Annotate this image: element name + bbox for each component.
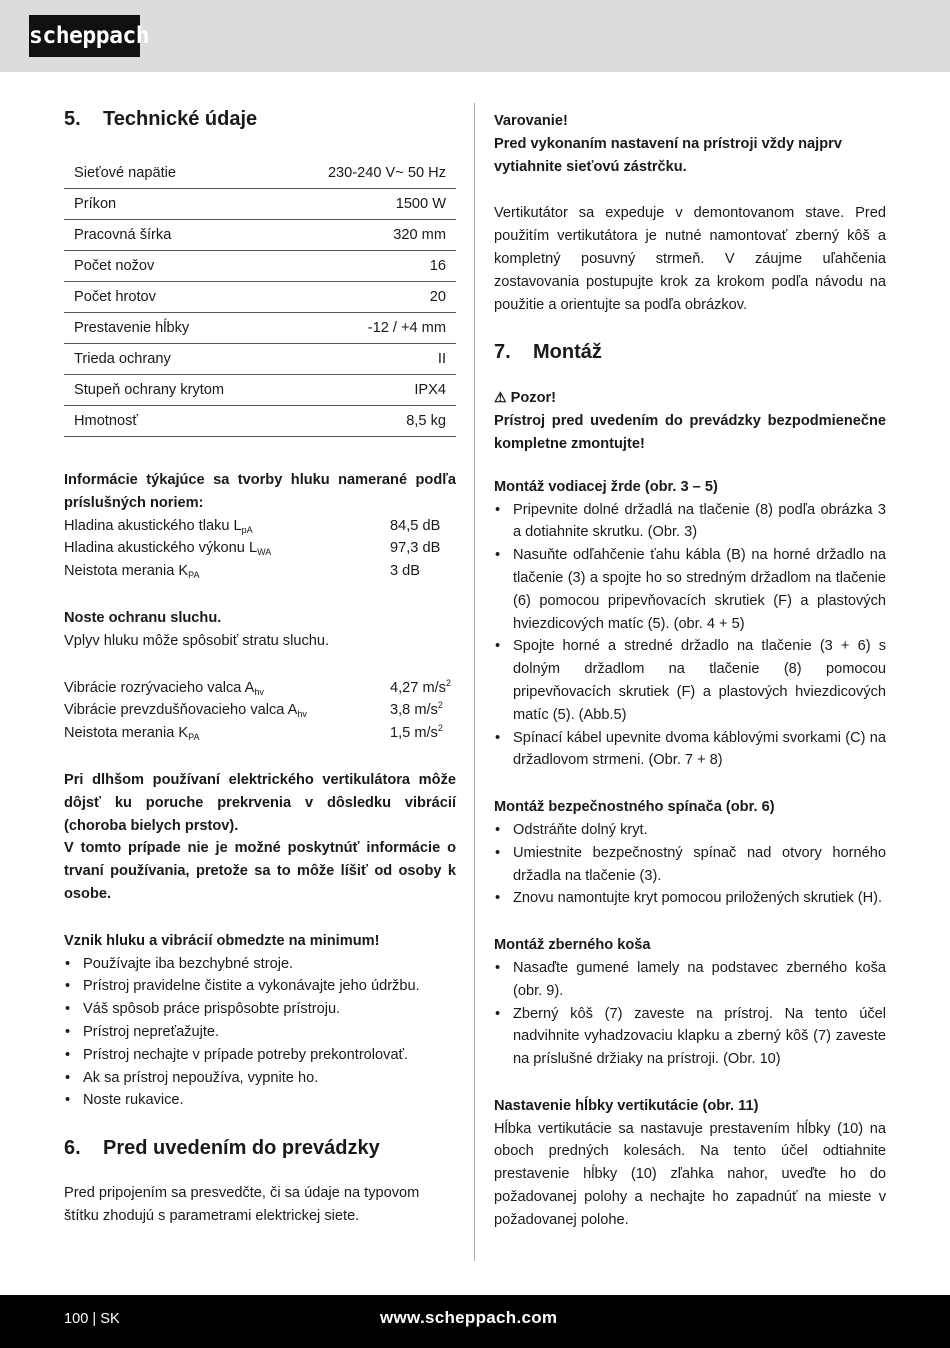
list-item: • Spínací kábel upevnite dvoma káblovými svorkami (C) na držadlovom strmeni. (Obr. 7 + 8) (494, 727, 886, 773)
vibration-value (390, 722, 456, 745)
label-text: Neistota merania K (64, 725, 189, 742)
spec-label: Počet hrotov (64, 282, 280, 313)
basket-title: Montáž zberného koša (494, 937, 651, 954)
spec-row (64, 282, 456, 313)
label-subscript: pA (241, 524, 253, 535)
vibration-label (64, 699, 307, 722)
caution-line (494, 386, 886, 410)
list-item: • Používajte iba bezchybné stroje. (64, 953, 456, 976)
noise-row (64, 560, 456, 583)
section-title: Montáž (533, 341, 602, 364)
list-item: • Pripevnite dolné držadlá na tlačenie (8) podľa obrázka 3 a dotiahnite skrutku. (Obr. 3) (494, 499, 886, 545)
caution-title: Pozor! (510, 390, 557, 407)
value-text: 1,5 m/s (390, 725, 438, 742)
spec-label: Príkon (64, 189, 280, 220)
label-text: Vibrácie prevzdušňovacieho valca A (64, 702, 298, 719)
spec-table (64, 158, 456, 437)
spec-value: 8,5 kg (280, 406, 456, 437)
footer-bar (0, 1295, 950, 1348)
list-item: • Nasaďte gumené lamely na podstavec zberného koša (obr. 9). (494, 957, 886, 1003)
warning-title: Varovanie! (494, 113, 568, 129)
spec-value: 230-240 V~ 50 Hz (280, 158, 456, 189)
column-divider (474, 103, 475, 1261)
website-link[interactable]: www.scheppach.com (380, 1308, 558, 1327)
spec-value: 16 (280, 251, 456, 282)
section-6-heading (64, 1134, 456, 1162)
spec-row (64, 406, 456, 437)
scheppach-logo: scheppach (29, 15, 140, 57)
right-column (494, 110, 886, 1232)
label-text: Vibrácie rozrývacieho valca A (64, 679, 255, 696)
vibration-value (390, 699, 456, 722)
list-item: • Váš spôsob práce prispôsobte prístroju. (64, 998, 456, 1021)
vibration-warning: Pri dlhšom používaní elektrického vertikulátora môže dôjsť ku poruche prekrvenia v dôsledku vibrácií (choroba bielych prstov). (64, 771, 456, 834)
list-item: • Spojte horné a stredné držadlo na tlačenie (3 + 6) s dolným držadlom na tlačenie (8) pomocou pripevňovacích skrutiek (F) a plastových hviezdicových matíc (5). (Abb.5) (494, 635, 886, 726)
separator: | (92, 1311, 97, 1327)
spec-row (64, 313, 456, 344)
value-text: 3,8 m/s (390, 702, 438, 719)
list-item: • Umiestnite bezpečnostný spínač nad otvory horného držadla na tlačenie (3). (494, 842, 886, 888)
warning-text: Pred vykonaním nastavení na prístroji vždy najprv vytiahnite sieťovú zástrčku. (494, 135, 842, 175)
label-subscript: hv (254, 686, 264, 697)
minimize-title: Vznik hluku a vibrácií obmedzte na minimum! (64, 932, 380, 949)
warning-triangle-icon: ⚠ (494, 389, 507, 406)
section-number: 5. (64, 108, 81, 130)
label-subscript: PA (188, 732, 200, 743)
switch-title: Montáž bezpečnostného spínača (obr. 6) (494, 799, 775, 816)
list-item: • Prístroj pravidelne čistite a vykonávajte jeho údržbu. (64, 975, 456, 998)
minimize-list (64, 953, 456, 1113)
value-text: 97,3 dB (390, 540, 441, 557)
spec-label: Stupeň ochrany krytom (64, 375, 280, 406)
noise-row (64, 515, 456, 538)
hearing-warning: Vplyv hluku môže spôsobiť stratu sluchu. (64, 632, 330, 649)
vibration-label (64, 722, 199, 745)
noise-title: Informácie týkajúce sa tvorby hluku namerané podľa príslušných noriem: (64, 472, 456, 511)
vibration-value (390, 677, 456, 700)
section-7-heading (494, 338, 886, 366)
section-title: Pred uvedením do prevádzky (103, 1137, 380, 1160)
value-superscript: 2 (437, 723, 443, 734)
spec-row (64, 158, 456, 189)
list-item: • Ak sa prístroj nepoužíva, vypnite ho. (64, 1067, 456, 1090)
list-item: • Zberný kôš (7) zaveste na prístroj. Na tento účel nadvihnite vyhadzovaciu klapku a zberný kôš (7) zaveste na príslušné držiaky na prístroji. (Obr. 10) (494, 1003, 886, 1071)
page-num: 100 (64, 1311, 89, 1327)
noise-value (390, 560, 456, 583)
label-subscript: WA (257, 547, 272, 558)
vibration-label (64, 677, 264, 700)
noise-value (390, 537, 456, 560)
label-text: Hladina akustického výkonu L (64, 540, 258, 557)
spec-value: 1500 W (280, 189, 456, 220)
noise-value (390, 515, 456, 538)
hearing-protection-note: Noste ochranu sluchu. (64, 609, 222, 626)
spec-value: II (280, 344, 456, 375)
language-code: SK (100, 1311, 120, 1327)
spec-label: Sieťové napätie (64, 158, 280, 189)
basket-list (494, 957, 886, 1071)
list-item: • Noste rukavice. (64, 1089, 456, 1112)
depth-title: Nastavenie hĺbky vertikutácie (obr. 11) (494, 1097, 759, 1114)
depth-text: Hĺbka vertikutácie sa nastavuje prestavením hĺbky (10) na oboch predných kolesách. Na tento účel odtiahnite prestavenie hĺbky (10) zľahka nahor, uveďte ho do požadovanej polohy a nechajte ho zapadnúť na mieste v požadovanej polohe. (494, 1120, 886, 1228)
list-item: • Znovu namontujte kryt pomocou priložených skrutiek (H). (494, 887, 886, 910)
spec-label: Pracovná šírka (64, 220, 280, 251)
list-item: • Nasuňte odľahčenie ťahu kábla (B) na horné držadlo na tlačenie (3) a spojte ho so stredným držadlom na tlačenie (6) pomocou pripevňovacích skrutiek (F) a plastových hviezdicových matíc (5). (obr. 4 + 5) (494, 544, 886, 635)
spec-row (64, 251, 456, 282)
left-column (64, 105, 456, 1228)
section-number: 7. (494, 341, 511, 364)
noise-label (64, 560, 199, 583)
spec-value: 20 (280, 282, 456, 313)
intro-text: Vertikutátor sa expeduje v demontovanom stave. Pred použitím vertikutátora je nutné namontovať zberný kôš a kompletný posuvný strmeň. V záujme uľahčenia zostavovania postupujte krok za krokom podľa návodu na použitie a orientujte sa podľa obrázkov. (494, 205, 886, 313)
spec-value: IPX4 (280, 375, 456, 406)
spec-label: Prestavenie hĺbky (64, 313, 280, 344)
section-number: 6. (64, 1137, 81, 1160)
label-text: Hladina akustického tlaku L (64, 517, 242, 534)
list-item: • Prístroj nepreťažujte. (64, 1021, 456, 1044)
spec-row (64, 189, 456, 220)
spec-value: 320 mm (280, 220, 456, 251)
spec-row (64, 344, 456, 375)
switch-list (494, 819, 886, 910)
header-bar (0, 0, 950, 72)
list-item: • Odstráňte dolný kryt. (494, 819, 886, 842)
value-text: 84,5 dB (390, 517, 441, 534)
value-text: 4,27 m/s (390, 679, 446, 696)
section-title: Technické údaje (103, 108, 258, 130)
caution-text: Prístroj pred uvedením do prevádzky bezpodmienečne kompletne zmontujte! (494, 413, 886, 452)
noise-label (64, 537, 271, 560)
vibration-row (64, 699, 456, 722)
vibration-row (64, 722, 456, 745)
value-superscript: 2 (437, 700, 443, 711)
vibration-values (64, 677, 456, 745)
label-subscript: PA (188, 570, 200, 581)
value-text: 3 dB (390, 563, 421, 580)
page-number (64, 1311, 120, 1327)
usage-duration-warning: V tomto prípade nie je možné poskytnúť informácie o trvaní používania, pretože sa to môže líšiť od osoby k osobe. (64, 840, 456, 902)
spec-row (64, 220, 456, 251)
handle-list (494, 499, 886, 773)
noise-label (64, 515, 253, 538)
list-item: • Prístroj nechajte v prípade potreby prekontrolovať. (64, 1044, 456, 1067)
label-text: Neistota merania K (64, 563, 189, 580)
spec-value: -12 / +4 mm (280, 313, 456, 344)
spec-label: Hmotnosť (64, 406, 280, 437)
vibration-row (64, 677, 456, 700)
handle-title: Montáž vodiacej žrde (obr. 3 – 5) (494, 478, 718, 495)
spec-label: Trieda ochrany (64, 344, 280, 375)
label-subscript: hv (297, 709, 307, 720)
section-5-heading (64, 105, 456, 133)
spec-row (64, 375, 456, 406)
noise-row (64, 537, 456, 560)
value-superscript: 2 (445, 677, 451, 688)
noise-values (64, 515, 456, 583)
spec-label: Počet nožov (64, 251, 280, 282)
section-6-text: Pred pripojením sa presvedčte, či sa údaje na typovom štítku zhodujú s parametrami elektrickej siete. (64, 1185, 420, 1224)
